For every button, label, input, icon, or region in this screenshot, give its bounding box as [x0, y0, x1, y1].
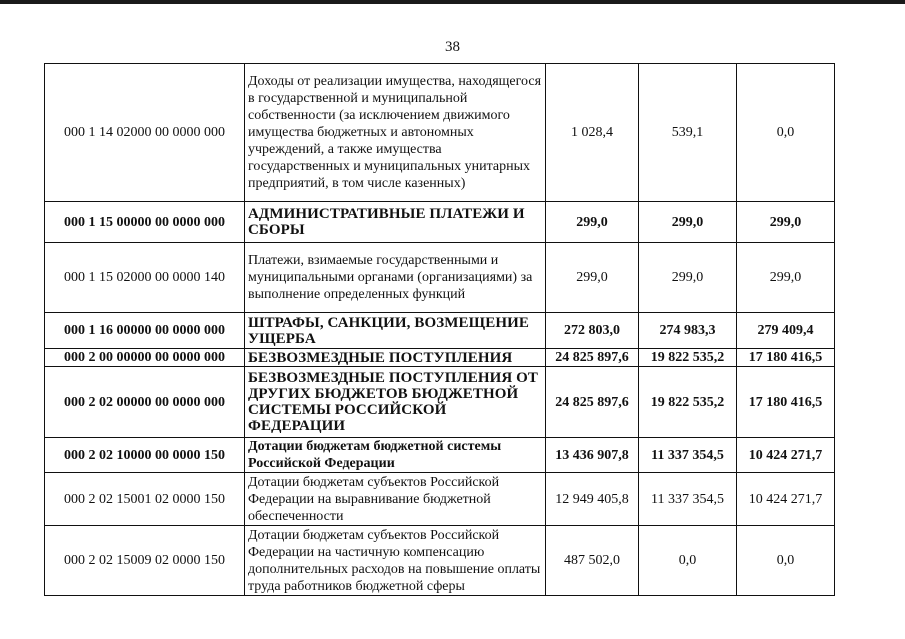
table-row	[45, 202, 835, 243]
budget-code-cell: 000 2 02 15001 02 0000 150	[45, 473, 245, 526]
value-cell-year-3: 299,0	[737, 202, 835, 243]
value-cell-year-1: 299,0	[546, 243, 639, 313]
budget-code-cell: 000 1 15 00000 00 0000 000	[45, 202, 245, 243]
revenue-name-cell: БЕЗВОЗМЕЗДНЫЕ ПОСТУПЛЕНИЯ	[245, 349, 546, 367]
value-cell-year-3: 17 180 416,5	[737, 367, 835, 438]
value-cell-year-1: 13 436 907,8	[546, 438, 639, 473]
table-row	[45, 349, 835, 367]
revenue-name-cell: Доходы от реализации имущества, находящегося в государственной и муниципальной собственности (за исключением движимого имущества бюджетных и автономных учреждений, а также имущества государственных и муниципальных унитарных предприятий, в том числе казенных)	[245, 64, 546, 202]
value-cell-year-2: 299,0	[639, 202, 737, 243]
value-cell-year-2: 19 822 535,2	[639, 349, 737, 367]
value-cell-year-2: 274 983,3	[639, 313, 737, 349]
table-row	[45, 367, 835, 438]
table-row	[45, 473, 835, 526]
table-row	[45, 243, 835, 313]
budget-code-cell: 000 2 02 15009 02 0000 150	[45, 526, 245, 596]
value-cell-year-2: 0,0	[639, 526, 737, 596]
budget-code-cell: 000 2 02 00000 00 0000 000	[45, 367, 245, 438]
revenue-name-cell: Дотации бюджетам субъектов Российской Федерации на выравнивание бюджетной обеспеченности	[245, 473, 546, 526]
value-cell-year-1: 299,0	[546, 202, 639, 243]
value-cell-year-3: 10 424 271,7	[737, 438, 835, 473]
value-cell-year-1: 24 825 897,6	[546, 349, 639, 367]
value-cell-year-1: 1 028,4	[546, 64, 639, 202]
value-cell-year-3: 17 180 416,5	[737, 349, 835, 367]
value-cell-year-1: 487 502,0	[546, 526, 639, 596]
value-cell-year-3: 299,0	[737, 243, 835, 313]
revenue-name-cell: БЕЗВОЗМЕЗДНЫЕ ПОСТУПЛЕНИЯ ОТ ДРУГИХ БЮДЖЕТОВ БЮДЖЕТНОЙ СИСТЕМЫ РОССИЙСКОЙ ФЕДЕРАЦИИ	[245, 367, 546, 438]
table-row	[45, 313, 835, 349]
value-cell-year-1: 272 803,0	[546, 313, 639, 349]
budget-code-cell: 000 2 00 00000 00 0000 000	[45, 349, 245, 367]
revenue-name-cell: Дотации бюджетам субъектов Российской Федерации на частичную компенсацию дополнительных расходов на повышение оплаты труда работников бюджетной сферы	[245, 526, 546, 596]
revenue-name-cell: Платежи, взимаемые государственными и муниципальными органами (организациями) за выполнение определенных функций	[245, 243, 546, 313]
table-row	[45, 438, 835, 473]
value-cell-year-3: 279 409,4	[737, 313, 835, 349]
revenue-name-cell: АДМИНИСТРАТИВНЫЕ ПЛАТЕЖИ И СБОРЫ	[245, 202, 546, 243]
value-cell-year-1: 24 825 897,6	[546, 367, 639, 438]
page-number: 38	[445, 39, 460, 55]
budget-code-cell: 000 2 02 10000 00 0000 150	[45, 438, 245, 473]
value-cell-year-3: 0,0	[737, 64, 835, 202]
revenue-name-cell: ШТРАФЫ, САНКЦИИ, ВОЗМЕЩЕНИЕ УЩЕРБА	[245, 313, 546, 349]
budget-code-cell: 000 1 15 02000 00 0000 140	[45, 243, 245, 313]
value-cell-year-2: 539,1	[639, 64, 737, 202]
value-cell-year-2: 299,0	[639, 243, 737, 313]
value-cell-year-1: 12 949 405,8	[546, 473, 639, 526]
value-cell-year-2: 19 822 535,2	[639, 367, 737, 438]
value-cell-year-3: 10 424 271,7	[737, 473, 835, 526]
value-cell-year-2: 11 337 354,5	[639, 438, 737, 473]
revenue-name-cell: Дотации бюджетам бюджетной системы Российской Федерации	[245, 438, 546, 473]
budget-code-cell: 000 1 14 02000 00 0000 000	[45, 64, 245, 202]
budget-code-cell: 000 1 16 00000 00 0000 000	[45, 313, 245, 349]
table-row	[45, 526, 835, 596]
table-row	[45, 64, 835, 202]
budget-revenue-table	[44, 63, 835, 596]
scan-top-edge	[0, 0, 905, 4]
value-cell-year-3: 0,0	[737, 526, 835, 596]
value-cell-year-2: 11 337 354,5	[639, 473, 737, 526]
